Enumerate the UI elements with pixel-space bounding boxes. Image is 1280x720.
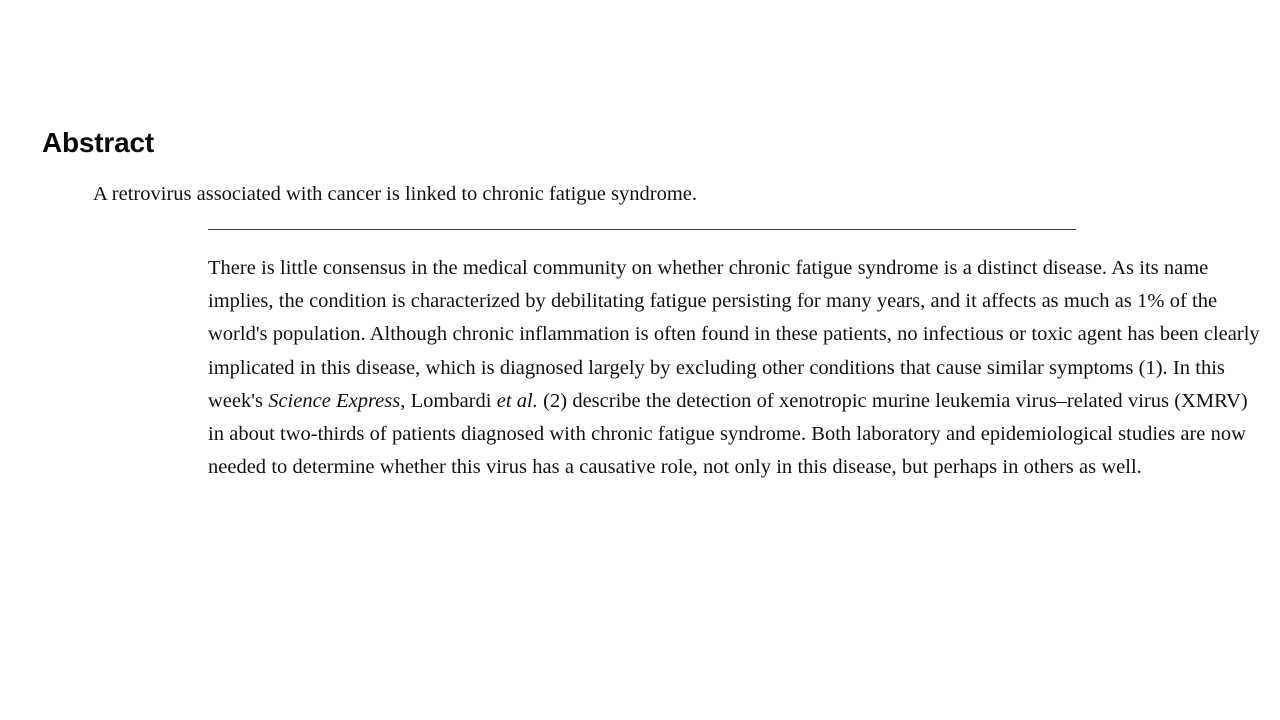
section-divider <box>208 229 1076 230</box>
page-title: Abstract <box>42 127 154 158</box>
abstract-teaser-line: A retrovirus associated with cancer is linked to chronic fatigue syndrome. <box>93 183 697 205</box>
emphasized-text: et al. <box>496 389 538 412</box>
abstract-body-text <box>208 252 1266 484</box>
body-text-run: There is little consensus in the medical community on whether chronic fatigue syndrome is a distinct disease. As its name implies, the condition is characterized by debilitating fatigue persisting for many years, and it affects as much as 1% of the world's population. Although chronic inflammation is often found in these patients, no infectious or toxic agent has been clearly implicated in this disease, which is diagnosed largely by excluding other conditions that cause similar symptoms (1). In this week's <box>208 257 1260 412</box>
emphasized-text: Science Express <box>268 389 401 412</box>
body-text-run: , Lombardi <box>400 389 497 412</box>
body-text-run: (2) describe the detection of xenotropic murine leukemia virus–related virus (XMRV) in about two-thirds of patients diagnosed with chronic fatigue syndrome. Both laboratory and epidemiological studies are now needed to determine whether this virus has a causative role, not only in this disease, but perhaps in others as well. <box>208 389 1248 479</box>
